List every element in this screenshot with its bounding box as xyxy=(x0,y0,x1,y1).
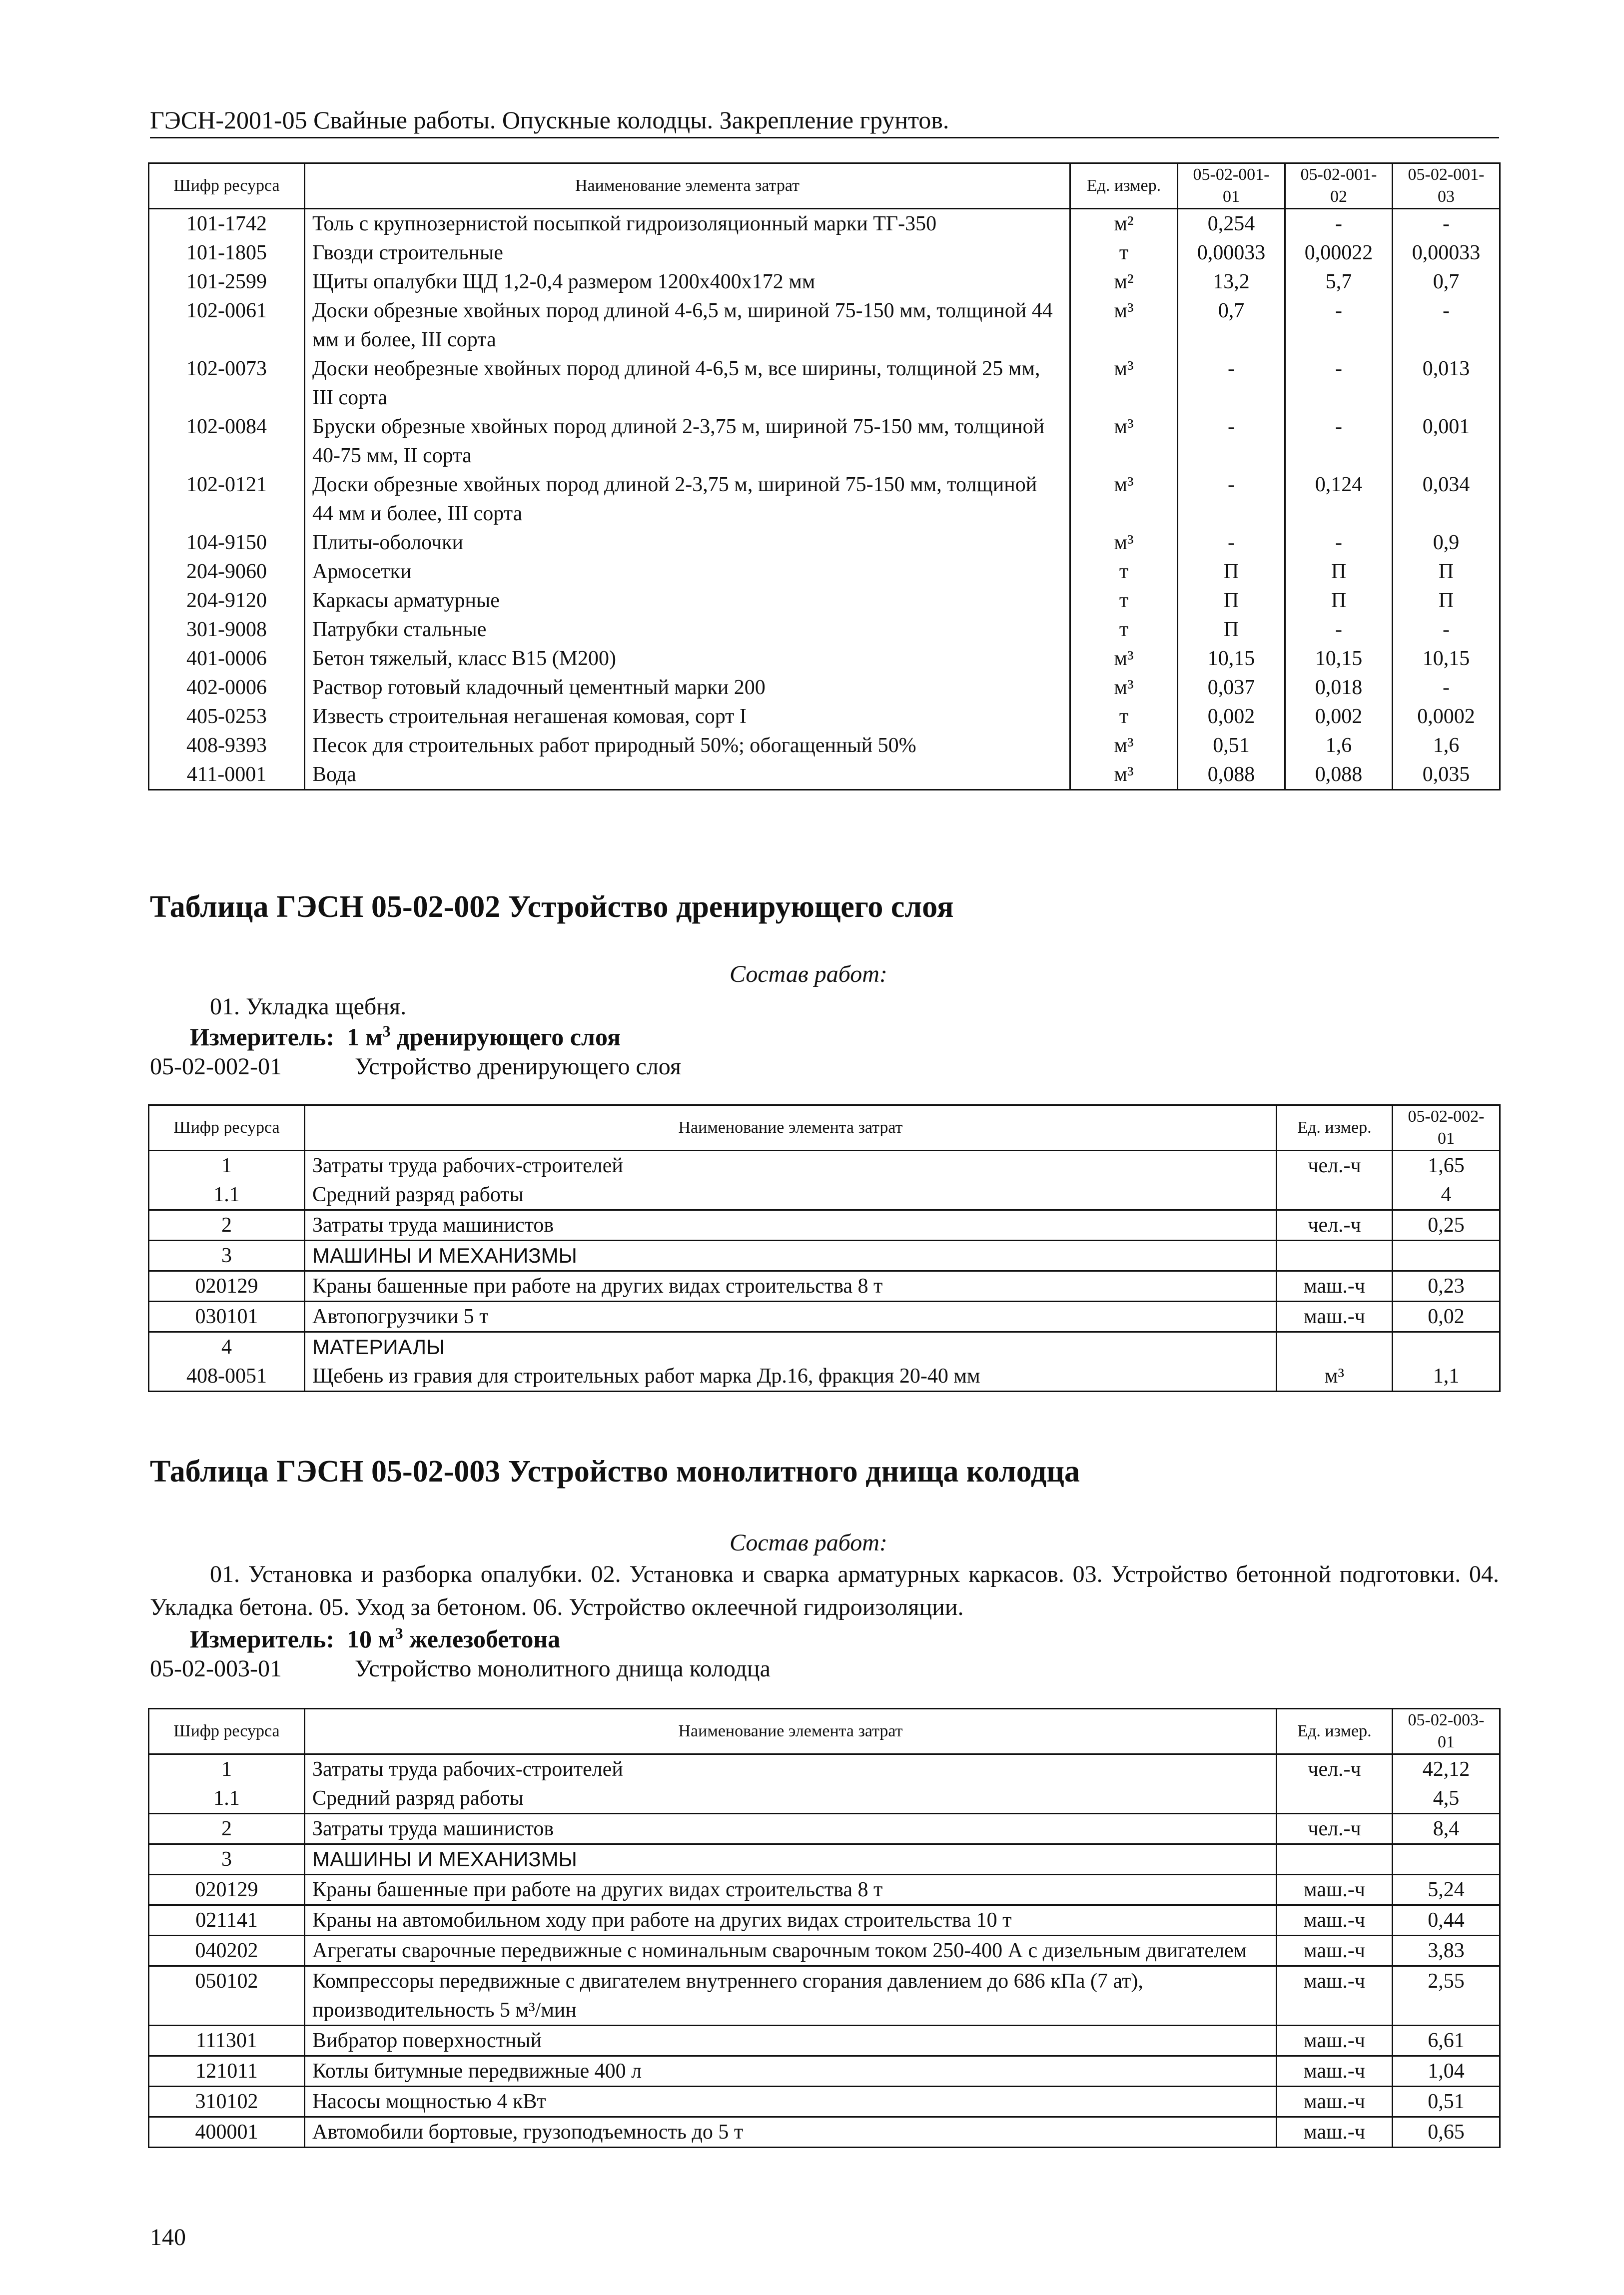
unit: маш.-ч xyxy=(1277,1905,1393,1936)
unit: м³ xyxy=(1070,354,1178,412)
norm-value-3: - xyxy=(1393,673,1500,702)
unit: чел.-ч xyxy=(1277,1754,1393,1784)
norm-value-2: - xyxy=(1285,296,1393,354)
measure-sup: 3 xyxy=(395,1624,403,1642)
header-name: Наименование элемента затрат xyxy=(305,1105,1277,1151)
table-row xyxy=(149,1754,1500,1784)
header-name: Наименование элемента затрат xyxy=(305,163,1070,209)
norm-line xyxy=(150,1052,681,1082)
resource-name: Краны на автомобильном ходу при работе на других видах строительства 10 т xyxy=(305,1905,1277,1936)
norm-code: 05-02-003-01 xyxy=(150,1655,282,1682)
measure-object: железобетона xyxy=(403,1625,561,1653)
norm-name: Устройство дренирующего слоя xyxy=(355,1053,681,1080)
unit: маш.-ч xyxy=(1277,2026,1393,2056)
norm-value-1 xyxy=(1393,1844,1500,1875)
table-title-05-02-002: Таблица ГЭСН 05-02-002 Устройство дренирующего слоя xyxy=(150,890,954,924)
unit xyxy=(1277,1180,1393,1210)
norm-value-2: - xyxy=(1285,615,1393,644)
resource-code: 2 xyxy=(149,1210,305,1241)
unit: маш.-ч xyxy=(1277,2056,1393,2087)
norm-value-3: 0,9 xyxy=(1393,528,1500,557)
measure-unit xyxy=(190,1022,621,1052)
unit: м³ xyxy=(1070,644,1178,673)
norm-line xyxy=(150,1654,771,1684)
norm-value-1: 0,23 xyxy=(1393,1271,1500,1302)
norm-value-3: 0,7 xyxy=(1393,267,1500,296)
table-row xyxy=(149,702,1500,731)
table-row xyxy=(149,2117,1500,2148)
norm-value-3: 0,035 xyxy=(1393,760,1500,790)
norm-value-1: 0,037 xyxy=(1178,673,1285,702)
header-code: Шифр ресурса xyxy=(149,163,305,209)
resource-name: Котлы битумные передвижные 400 л xyxy=(305,2056,1277,2087)
unit: м² xyxy=(1070,267,1178,296)
table-row xyxy=(149,1875,1500,1905)
unit: м³ xyxy=(1277,1362,1393,1392)
norm-value-1: - xyxy=(1178,354,1285,412)
header-norm-1: 05-02-003-01 xyxy=(1393,1709,1500,1754)
norm-value-2: - xyxy=(1285,412,1393,470)
resource-name: Армосетки xyxy=(305,557,1070,586)
norm-value-2: 0,088 xyxy=(1285,760,1393,790)
unit: м³ xyxy=(1070,731,1178,760)
norm-value-1: 0,51 xyxy=(1178,731,1285,760)
norm-value-1 xyxy=(1393,1332,1500,1362)
resource-code: 204-9060 xyxy=(149,557,305,586)
resource-code: 408-0051 xyxy=(149,1362,305,1392)
table-row xyxy=(149,1905,1500,1936)
norm-value-2: 0,00022 xyxy=(1285,238,1393,267)
unit: м³ xyxy=(1070,470,1178,528)
resource-code: 3 xyxy=(149,1844,305,1875)
header-code: Шифр ресурса xyxy=(149,1105,305,1151)
table-row xyxy=(149,1966,1500,2026)
resource-code: 1 xyxy=(149,1754,305,1784)
unit: м³ xyxy=(1070,296,1178,354)
resource-code: 030101 xyxy=(149,1302,305,1332)
running-head: ГЭСН-2001-05 Свайные работы. Опускные колодцы. Закрепление грунтов. xyxy=(150,105,1499,138)
table-row xyxy=(149,2056,1500,2087)
unit: т xyxy=(1070,615,1178,644)
resource-name: Агрегаты сварочные передвижные с номинальным сварочным током 250-400 А с дизельным двигателем xyxy=(305,1936,1277,1966)
unit: т xyxy=(1070,238,1178,267)
resource-code: 4 xyxy=(149,1332,305,1362)
table-row xyxy=(149,1241,1500,1271)
resource-code: 402-0006 xyxy=(149,673,305,702)
norm-value-1: 0,65 xyxy=(1393,2117,1500,2148)
norm-value-2: 5,7 xyxy=(1285,267,1393,296)
resource-name: МАШИНЫ И МЕХАНИЗМЫ xyxy=(305,1241,1277,1271)
resource-code: 121011 xyxy=(149,2056,305,2087)
resource-code: 405-0253 xyxy=(149,702,305,731)
resource-name: Краны башенные при работе на других видах строительства 8 т xyxy=(305,1875,1277,1905)
table-row xyxy=(149,1180,1500,1210)
norm-value-1: П xyxy=(1178,557,1285,586)
norm-value-1: 8,4 xyxy=(1393,1814,1500,1844)
measure-sup: 3 xyxy=(382,1022,391,1040)
norm-value-1: 0,44 xyxy=(1393,1905,1500,1936)
table-row xyxy=(149,1936,1500,1966)
unit: чел.-ч xyxy=(1277,1814,1393,1844)
measure-label: Измеритель: xyxy=(190,1625,335,1653)
norm-value-1: 0,25 xyxy=(1393,1210,1500,1241)
table-body xyxy=(149,1151,1500,1392)
norm-value-3: 0,013 xyxy=(1393,354,1500,412)
measure-unit xyxy=(190,1624,560,1654)
table-row xyxy=(149,412,1500,470)
resource-code: 1.1 xyxy=(149,1784,305,1814)
resource-name: Щебень из гравия для строительных работ марка Др.16, фракция 20-40 мм xyxy=(305,1362,1277,1392)
unit: чел.-ч xyxy=(1277,1151,1393,1181)
table-row xyxy=(149,760,1500,790)
measure-label: Измеритель: xyxy=(190,1023,335,1051)
unit: маш.-ч xyxy=(1277,1936,1393,1966)
resource-code: 1 xyxy=(149,1151,305,1181)
header-norm-2: 05-02-001-02 xyxy=(1285,163,1393,209)
norm-value-1: 13,2 xyxy=(1178,267,1285,296)
resource-name: Патрубки стальные xyxy=(305,615,1070,644)
norm-value-3: 0,034 xyxy=(1393,470,1500,528)
norm-value-1: 1,1 xyxy=(1393,1362,1500,1392)
resource-code: 040202 xyxy=(149,1936,305,1966)
resource-code: 050102 xyxy=(149,1966,305,2026)
norm-value-2: - xyxy=(1285,209,1393,239)
unit: маш.-ч xyxy=(1277,1271,1393,1302)
resource-table-05-02-001 xyxy=(148,162,1501,790)
norm-value-2: П xyxy=(1285,586,1393,615)
table-row xyxy=(149,238,1500,267)
composition-heading: Состав работ: xyxy=(730,1530,887,1556)
resource-name: Доски обрезные хвойных пород длиной 2-3,75 м, шириной 75-150 мм, толщиной 44 мм и более, III сорта xyxy=(305,470,1070,528)
header-norm-1: 05-02-001-01 xyxy=(1178,163,1285,209)
resource-name: Вода xyxy=(305,760,1070,790)
resource-code: 021141 xyxy=(149,1905,305,1936)
table-header-row xyxy=(149,1105,1500,1151)
resource-name: Песок для строительных работ природный 50%; обогащенный 50% xyxy=(305,731,1070,760)
norm-name: Устройство монолитного днища колодца xyxy=(355,1655,771,1682)
norm-value-1: 5,24 xyxy=(1393,1875,1500,1905)
table-row xyxy=(149,557,1500,586)
unit: т xyxy=(1070,702,1178,731)
norm-value-2: - xyxy=(1285,528,1393,557)
norm-value-2: 0,018 xyxy=(1285,673,1393,702)
norm-value-1: 0,254 xyxy=(1178,209,1285,239)
resource-code: 3 xyxy=(149,1241,305,1271)
table-row xyxy=(149,1151,1500,1181)
norm-value-3: 10,15 xyxy=(1393,644,1500,673)
header-norm-3: 05-02-001-03 xyxy=(1393,163,1500,209)
norm-value-1: - xyxy=(1178,470,1285,528)
resource-name: Насосы мощностью 4 кВт xyxy=(305,2087,1277,2117)
resource-name: Гвозди строительные xyxy=(305,238,1070,267)
table-row xyxy=(149,1844,1500,1875)
table-row xyxy=(149,267,1500,296)
norm-value-3: 0,001 xyxy=(1393,412,1500,470)
norm-value-1: 0,00033 xyxy=(1178,238,1285,267)
resource-code: 400001 xyxy=(149,2117,305,2148)
resource-name: Краны башенные при работе на других видах строительства 8 т xyxy=(305,1271,1277,1302)
unit: маш.-ч xyxy=(1277,1302,1393,1332)
resource-name: Затраты труда рабочих-строителей xyxy=(305,1754,1277,1784)
unit: м³ xyxy=(1070,760,1178,790)
unit: м³ xyxy=(1070,412,1178,470)
norm-value-1: 0,088 xyxy=(1178,760,1285,790)
unit: маш.-ч xyxy=(1277,2087,1393,2117)
table-row xyxy=(149,1814,1500,1844)
table-title-05-02-003: Таблица ГЭСН 05-02-003 Устройство монолитного днища колодца xyxy=(150,1455,1080,1489)
unit: т xyxy=(1070,557,1178,586)
norm-value-1: П xyxy=(1178,615,1285,644)
resource-code: 411-0001 xyxy=(149,760,305,790)
unit xyxy=(1277,1241,1393,1271)
norm-value-1: 6,61 xyxy=(1393,2026,1500,2056)
norm-value-1: 10,15 xyxy=(1178,644,1285,673)
unit: маш.-ч xyxy=(1277,1966,1393,2026)
table-row xyxy=(149,731,1500,760)
norm-value-3: 0,0002 xyxy=(1393,702,1500,731)
composition-heading: Состав работ: xyxy=(730,961,887,987)
table-row xyxy=(149,296,1500,354)
resource-name: Доски необрезные хвойных пород длиной 4-6,5 м, все ширины, толщиной 25 мм, III сорта xyxy=(305,354,1070,412)
resource-name: Известь строительная негашеная комовая, сорт I xyxy=(305,702,1070,731)
table-row xyxy=(149,644,1500,673)
norm-value-1: - xyxy=(1178,412,1285,470)
resource-code: 204-9120 xyxy=(149,586,305,615)
norm-value-3: П xyxy=(1393,557,1500,586)
measure-value: 1 м xyxy=(347,1023,383,1051)
table-row xyxy=(149,1784,1500,1814)
norm-value-2: 0,002 xyxy=(1285,702,1393,731)
norm-value-2: 1,6 xyxy=(1285,731,1393,760)
resource-name: Каркасы арматурные xyxy=(305,586,1070,615)
resource-code: 101-1742 xyxy=(149,209,305,239)
resource-name: МАТЕРИАЛЫ xyxy=(305,1332,1277,1362)
norm-value-1: 4,5 xyxy=(1393,1784,1500,1814)
table-row xyxy=(149,354,1500,412)
resource-code: 020129 xyxy=(149,1271,305,1302)
page-number: 140 xyxy=(150,2224,186,2251)
resource-code: 102-0121 xyxy=(149,470,305,528)
unit: чел.-ч xyxy=(1277,1210,1393,1241)
table-row xyxy=(149,615,1500,644)
table-row xyxy=(149,470,1500,528)
resource-code: 102-0084 xyxy=(149,412,305,470)
table-header-row xyxy=(149,1709,1500,1754)
norm-value-1: 42,12 xyxy=(1393,1754,1500,1784)
norm-value-2: 10,15 xyxy=(1285,644,1393,673)
table-row xyxy=(149,1362,1500,1392)
unit xyxy=(1277,1844,1393,1875)
header-unit: Ед. измер. xyxy=(1277,1709,1393,1754)
resource-name: Бруски обрезные хвойных пород длиной 2-3,75 м, шириной 75-150 мм, толщиной 40-75 мм, II сорта xyxy=(305,412,1070,470)
unit: м³ xyxy=(1070,528,1178,557)
resource-code: 102-0061 xyxy=(149,296,305,354)
composition-text: 01. Установка и разборка опалубки. 02. Установка и сварка арматурных каркасов. 03. Устройство бетонной подготовки. 04. Укладка бетона. 05. Уход за бетоном. 06. Устройство оклеечной гидроизоляции. xyxy=(150,1561,1499,1620)
norm-value-1 xyxy=(1393,1241,1500,1271)
norm-value-3: - xyxy=(1393,209,1500,239)
unit: т xyxy=(1070,586,1178,615)
norm-value-2: 0,124 xyxy=(1285,470,1393,528)
header-unit: Ед. измер. xyxy=(1070,163,1178,209)
norm-value-3: - xyxy=(1393,615,1500,644)
resource-name: Компрессоры передвижные с двигателем внутреннего сгорания давлением до 686 кПа (7 ат), производительность 5 м³/мин xyxy=(305,1966,1277,2026)
resource-code: 020129 xyxy=(149,1875,305,1905)
unit xyxy=(1277,1332,1393,1362)
unit: маш.-ч xyxy=(1277,2117,1393,2148)
resource-name: МАШИНЫ И МЕХАНИЗМЫ xyxy=(305,1844,1277,1875)
resource-code: 301-9008 xyxy=(149,615,305,644)
table-row xyxy=(149,1210,1500,1241)
norm-value-3: 0,00033 xyxy=(1393,238,1500,267)
norm-value-1: П xyxy=(1178,586,1285,615)
resource-name: Бетон тяжелый, класс В15 (М200) xyxy=(305,644,1070,673)
norm-value-3: - xyxy=(1393,296,1500,354)
resource-name: Средний разряд работы xyxy=(305,1180,1277,1210)
resource-code: 104-9150 xyxy=(149,528,305,557)
table-row xyxy=(149,1271,1500,1302)
table-body xyxy=(149,209,1500,790)
resource-code: 102-0073 xyxy=(149,354,305,412)
norm-value-1: 4 xyxy=(1393,1180,1500,1210)
norm-value-1: 2,55 xyxy=(1393,1966,1500,2026)
composition-text: 01. Укладка щебня. xyxy=(210,993,407,1020)
resource-name: Толь с крупнозернистой посыпкой гидроизоляционный марки ТГ-350 xyxy=(305,209,1070,239)
table-body xyxy=(149,1754,1500,2148)
norm-value-2: П xyxy=(1285,557,1393,586)
norm-code: 05-02-002-01 xyxy=(150,1053,282,1080)
norm-value-1: 0,51 xyxy=(1393,2087,1500,2117)
header-norm-1: 05-02-002-01 xyxy=(1393,1105,1500,1151)
resource-code: 1.1 xyxy=(149,1180,305,1210)
resource-name: Автомобили бортовые, грузоподъемность до 5 т xyxy=(305,2117,1277,2148)
resource-name: Раствор готовый кладочный цементный марки 200 xyxy=(305,673,1070,702)
norm-value-1: 0,02 xyxy=(1393,1302,1500,1332)
norm-value-1: 3,83 xyxy=(1393,1936,1500,1966)
norm-value-1: 0,7 xyxy=(1178,296,1285,354)
resource-name: Средний разряд работы xyxy=(305,1784,1277,1814)
table-row xyxy=(149,2087,1500,2117)
resource-name: Затраты труда рабочих-строителей xyxy=(305,1151,1277,1181)
table-row xyxy=(149,673,1500,702)
resource-code: 408-9393 xyxy=(149,731,305,760)
norm-value-3: 1,6 xyxy=(1393,731,1500,760)
table-row xyxy=(149,1302,1500,1332)
table-row xyxy=(149,528,1500,557)
header-name: Наименование элемента затрат xyxy=(305,1709,1277,1754)
measure-object: дренирующего слоя xyxy=(390,1023,621,1051)
unit: м² xyxy=(1070,209,1178,239)
table-row xyxy=(149,586,1500,615)
resource-table-05-02-002 xyxy=(148,1104,1501,1392)
resource-name: Вибратор поверхностный xyxy=(305,2026,1277,2056)
resource-name: Затраты труда машинистов xyxy=(305,1210,1277,1241)
measure-value: 10 м xyxy=(347,1625,395,1653)
resource-code: 101-1805 xyxy=(149,238,305,267)
table-header-row xyxy=(149,163,1500,209)
norm-value-3: П xyxy=(1393,586,1500,615)
resource-code: 101-2599 xyxy=(149,267,305,296)
unit: маш.-ч xyxy=(1277,1875,1393,1905)
norm-value-1: 1,04 xyxy=(1393,2056,1500,2087)
table-row xyxy=(149,1332,1500,1362)
table-row xyxy=(149,2026,1500,2056)
resource-code: 401-0006 xyxy=(149,644,305,673)
resource-name: Затраты труда машинистов xyxy=(305,1814,1277,1844)
resource-name: Щиты опалубки ЩД 1,2-0,4 размером 1200х400х172 мм xyxy=(305,267,1070,296)
norm-value-2: - xyxy=(1285,354,1393,412)
resource-name: Доски обрезные хвойных пород длиной 4-6,5 м, шириной 75-150 мм, толщиной 44 мм и более, III сорта xyxy=(305,296,1070,354)
table-row xyxy=(149,209,1500,239)
norm-value-1: 1,65 xyxy=(1393,1151,1500,1181)
resource-code: 2 xyxy=(149,1814,305,1844)
header-code: Шифр ресурса xyxy=(149,1709,305,1754)
norm-value-1: 0,002 xyxy=(1178,702,1285,731)
norm-value-1: - xyxy=(1178,528,1285,557)
unit xyxy=(1277,1784,1393,1814)
resource-table-05-02-003 xyxy=(148,1708,1501,2148)
header-unit: Ед. измер. xyxy=(1277,1105,1393,1151)
resource-name: Плиты-оболочки xyxy=(305,528,1070,557)
resource-code: 111301 xyxy=(149,2026,305,2056)
unit: м³ xyxy=(1070,673,1178,702)
resource-code: 310102 xyxy=(149,2087,305,2117)
resource-name: Автопогрузчики 5 т xyxy=(305,1302,1277,1332)
